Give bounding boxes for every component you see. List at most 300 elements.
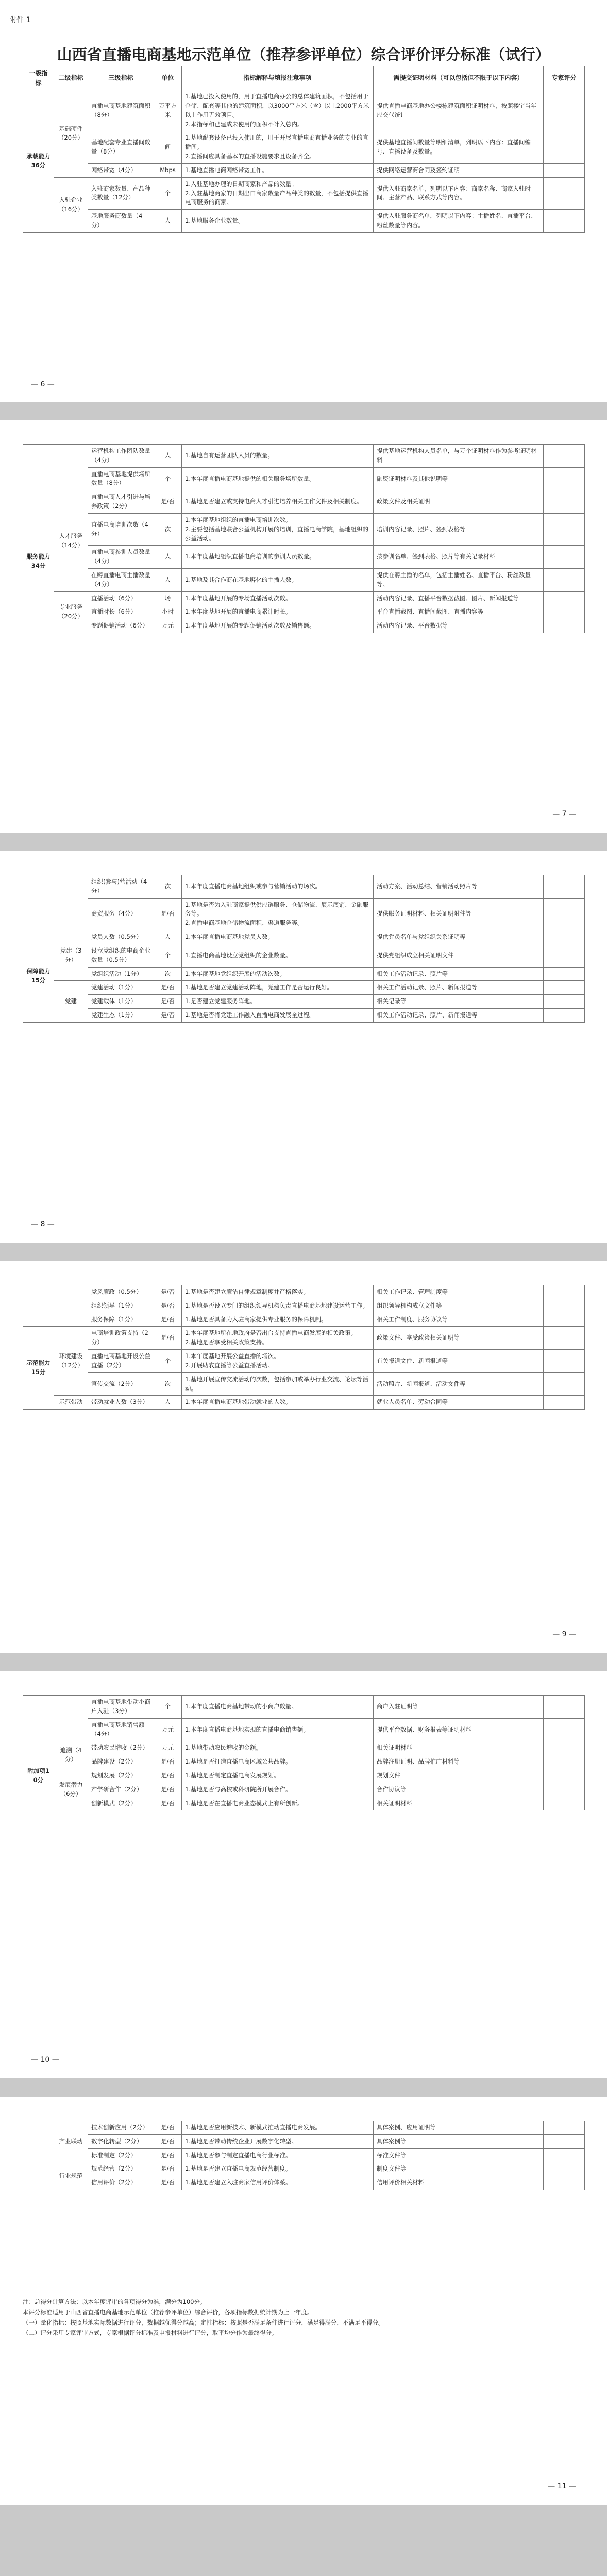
table-row — [23, 981, 585, 995]
note-line: 本评分标准适用于山西省直播电商基地示范单位（推荐参评单位）综合评价，各项指标数据统计期为上一年度。 — [23, 2309, 313, 2316]
score-cell[interactable] — [544, 605, 585, 619]
page-number: — 11 — — [548, 2482, 576, 2490]
score-cell[interactable] — [544, 930, 585, 944]
level2-cell — [54, 1696, 88, 1741]
table-row — [23, 1696, 585, 1719]
evidence-cell: 按参训名单、签到表格、照片等有关记录材料 — [374, 546, 544, 569]
evidence-cell: 提供基地运营机构人员名单，与万个证明材料作为参考证明材料 — [374, 445, 544, 468]
evidence-cell: 相关工作活动记录、照片、新闻报道等 — [374, 981, 544, 995]
evidence-cell: 提供入驻商家名单，列明以下内容：商家名称、商家入驻时间、主营产品、联系方式等内容。 — [374, 177, 544, 209]
score-cell[interactable] — [544, 1755, 585, 1769]
evidence-cell: 政策文件及相关证明 — [374, 490, 544, 514]
header-cell: 一级指标 — [23, 66, 54, 90]
table-row — [23, 1299, 585, 1313]
explanation-cell: 1.基地是否打造直播电商区域公共品牌。 — [182, 1755, 374, 1769]
evidence-cell: 提供平台数据、财务报表等证明材料 — [374, 1718, 544, 1741]
level3-cell: 党建载体（1分） — [88, 995, 154, 1009]
unit-cell: 人 — [154, 930, 182, 944]
table-row — [23, 1797, 585, 1810]
table-row — [23, 967, 585, 981]
level1-cell: 服务能力34分 — [23, 490, 54, 633]
score-cell[interactable] — [544, 995, 585, 1009]
evaluation-table — [23, 444, 585, 633]
level3-cell: 信用评价（2分） — [88, 2176, 154, 2190]
score-cell[interactable] — [544, 2176, 585, 2190]
explanation-cell: 1.基地是否为入驻商家提供供应链服务、仓储物流、展示展销、金融服务等。 2.直播电商基地仓储物流面积、渠道服务等。 — [182, 898, 374, 930]
unit-cell: 是/否 — [154, 2162, 182, 2176]
level3-cell: 创新模式（2分） — [88, 1797, 154, 1810]
explanation-cell: 1.本年度基地党组织开展的活动次数。 — [182, 967, 374, 981]
level3-cell: 数字化转型（2分） — [88, 2134, 154, 2148]
score-cell[interactable] — [544, 90, 585, 131]
unit-cell: 次 — [154, 967, 182, 981]
evidence-cell: 提供党组织成立相关证明文件 — [374, 944, 544, 967]
explanation-cell: 1.本年度基地组织直播电商培训的参训人员数量。 — [182, 546, 374, 569]
score-cell[interactable] — [544, 875, 585, 899]
header-cell: 二级指标 — [54, 66, 88, 90]
score-cell[interactable] — [544, 967, 585, 981]
evaluation-table — [23, 1695, 585, 1810]
unit-cell: 是/否 — [154, 981, 182, 995]
unit-cell: 万元 — [154, 1741, 182, 1755]
evidence-cell: 制度文件等 — [374, 2162, 544, 2176]
level3-cell: 品牌建设（2分） — [88, 1755, 154, 1769]
table-row — [23, 210, 585, 233]
level2-cell — [54, 445, 88, 490]
page-6 — [0, 2097, 607, 2505]
evidence-cell: 相关记录等 — [374, 995, 544, 1009]
evidence-cell: 提供党员名单与党组织关系证明等 — [374, 930, 544, 944]
evidence-cell: 就业人员名单、劳动合同等 — [374, 1396, 544, 1410]
unit-cell: 次 — [154, 513, 182, 545]
level3-cell: 党建生态（1分） — [88, 1008, 154, 1022]
explanation-cell: 1.基地是否建立直播电商规范经营制度。 — [182, 2162, 374, 2176]
evidence-cell: 商户入驻证明等 — [374, 1696, 544, 1719]
table-row — [23, 2121, 585, 2135]
evidence-cell: 相关证明材料 — [374, 1797, 544, 1810]
level2-cell — [54, 875, 88, 930]
unit-cell: 人 — [154, 445, 182, 468]
score-cell[interactable] — [544, 2148, 585, 2162]
score-cell[interactable] — [544, 445, 585, 468]
evidence-cell: 平台直播截图、直播间截图、直播内容等 — [374, 605, 544, 619]
level3-cell: 直播电商人才引进与培养政策（2分） — [88, 490, 154, 514]
evidence-cell: 规划文件 — [374, 1769, 544, 1783]
score-cell[interactable] — [544, 898, 585, 930]
level3-cell: 规划发展（2分） — [88, 1769, 154, 1783]
explanation-cell: 1.本年度直播电商基地组织或参与营销活动的场次。 — [182, 875, 374, 899]
level1-cell: 承载能力36分 — [23, 90, 54, 233]
explanation-cell: 1.基地自有运营团队人员的数量。 — [182, 445, 374, 468]
score-cell[interactable] — [544, 1327, 585, 1350]
header-cell: 指标解释与填报注意事项 — [182, 66, 374, 90]
note-line: 注：总得分计算方法：以本年度评审的各项得分为准，满分为100分。 — [23, 2298, 206, 2306]
score-cell[interactable] — [544, 2134, 585, 2148]
explanation-cell: 1.本年度基地开展公益直播的场次。 2.开展助农直播等公益直播活动。 — [182, 1350, 374, 1373]
score-cell[interactable] — [544, 1285, 585, 1299]
explanation-cell: 1.本年度直播电商基地带动就业的人数。 — [182, 1396, 374, 1410]
score-cell[interactable] — [544, 210, 585, 233]
page-5 — [0, 1671, 607, 2078]
score-cell[interactable] — [544, 1313, 585, 1327]
unit-cell: 个 — [154, 467, 182, 490]
unit-cell: 人 — [154, 210, 182, 233]
table-row — [23, 490, 585, 514]
unit-cell: 万元 — [154, 619, 182, 633]
page-gap — [0, 2078, 607, 2097]
evidence-cell: 合作协议等 — [374, 1783, 544, 1797]
unit-cell: 人 — [154, 568, 182, 591]
score-cell[interactable] — [544, 1718, 585, 1741]
explanation-cell: 1.基地是否将党建工作融入直播电商发展全过程。 — [182, 1008, 374, 1022]
score-cell[interactable] — [544, 1350, 585, 1373]
explanation-cell: 1.本年度直播电商基地党员人数。 — [182, 930, 374, 944]
evidence-cell: 标准文件等 — [374, 2148, 544, 2162]
level1-cell: 示范能力15分 — [23, 1327, 54, 1410]
page-gap — [0, 1653, 607, 1671]
level2-cell: 行业规范 — [54, 2162, 88, 2190]
evidence-cell: 政策文件、享受政策相关证明等 — [374, 1327, 544, 1350]
level2-cell: 示范带动 — [54, 1396, 88, 1410]
table-row — [23, 546, 585, 569]
score-cell[interactable] — [544, 1299, 585, 1313]
evidence-cell: 相关证明材料 — [374, 1741, 544, 1755]
evaluation-table — [23, 2121, 585, 2190]
level2-cell: 入驻企业（16分） — [54, 177, 88, 232]
table-row — [23, 1755, 585, 1769]
unit-cell: 是/否 — [154, 1327, 182, 1350]
unit-cell: 是/否 — [154, 1313, 182, 1327]
explanation-cell: 1.基地是否参与制定直播电商行业标准。 — [182, 2148, 374, 2162]
explanation-cell: 1.基地是否设立专门的组织领导机构负责直播电商基地建设运营工作。 — [182, 1299, 374, 1313]
level2-cell: 基础硬件（20分） — [54, 90, 88, 178]
evidence-cell: 提供基地直播间数量等明细清单，列明以下内容：直播间编号、直播设备及数量。 — [374, 131, 544, 163]
score-cell[interactable] — [544, 1797, 585, 1810]
level3-cell: 直播电商基地销售额（4分） — [88, 1718, 154, 1741]
level2-cell: 追溯（4分） — [54, 1741, 88, 1769]
header-cell: 专家评分 — [544, 66, 585, 90]
level1-cell: 附加项10分 — [23, 1741, 54, 1810]
unit-cell: 是/否 — [154, 2148, 182, 2162]
level3-cell: 党组织活动（1分） — [88, 967, 154, 981]
level3-cell: 党建活动（1分） — [88, 981, 154, 995]
evidence-cell: 活动内容记录、直播平台数据截图、图片、新闻报道等 — [374, 591, 544, 605]
table-row — [23, 2148, 585, 2162]
unit-cell: 是/否 — [154, 995, 182, 1009]
explanation-cell: 1.本年度直播电商基地实现的直播电商销售额。 — [182, 1718, 374, 1741]
page-number: — 6 — — [31, 380, 55, 388]
explanation-cell: 1.基地配套设备已投入使用的，用于开展直播电商直播业务的专业的直播间。 2.直播间应具备基本的直播设施要求且设备齐全。 — [182, 131, 374, 163]
explanation-cell: 1.基地是否建立廉洁自律规章制度并严格落实。 — [182, 1285, 374, 1299]
level3-cell: 直播活动（6分） — [88, 591, 154, 605]
score-cell[interactable] — [544, 2121, 585, 2135]
level2-cell: 党建 — [54, 981, 88, 1022]
unit-cell: 是/否 — [154, 1797, 182, 1810]
level3-cell: 规范经营（2分） — [88, 2162, 154, 2176]
level2-cell — [54, 1285, 88, 1327]
table-row — [23, 513, 585, 545]
table-row — [23, 90, 585, 131]
table-row — [23, 131, 585, 163]
level3-cell: 直播电商参训人员数量（4分） — [88, 546, 154, 569]
page-2 — [0, 420, 607, 833]
score-cell[interactable] — [544, 981, 585, 995]
evidence-cell: 相关工作制度、服务协议等 — [374, 1313, 544, 1327]
page-number: — 8 — — [31, 1220, 55, 1228]
explanation-cell: 1.入驻基地办理的日期商家和产品的数量。 2.入驻基地商家的日期出口商家数量产品种类的数量，不包括提供直播电商服务的商家。 — [182, 177, 374, 209]
explanation-cell: 1.基地是否建立党建活动阵地，党建工作是否运行良好。 — [182, 981, 374, 995]
level3-cell: 服务保障（1分） — [88, 1313, 154, 1327]
score-cell[interactable] — [544, 546, 585, 569]
page-4 — [0, 1261, 607, 1653]
table-row — [23, 619, 585, 633]
score-cell[interactable] — [544, 1372, 585, 1396]
unit-cell: 是/否 — [154, 2176, 182, 2190]
level2-cell: 党建（3分） — [54, 930, 88, 981]
unit-cell: 是/否 — [154, 1285, 182, 1299]
evidence-cell: 具体案例等 — [374, 2134, 544, 2148]
explanation-cell: 1.基地是否与高校或科研院所开展合作。 — [182, 1783, 374, 1797]
level3-cell: 直播电商基地提供场所数量（8分） — [88, 467, 154, 490]
evidence-cell: 相关工作活动记录、照片、新闻报道等 — [374, 1008, 544, 1022]
score-cell[interactable] — [544, 2162, 585, 2176]
page-number: — 9 — — [552, 1630, 576, 1638]
evaluation-table — [23, 875, 585, 1023]
level1-cell: 保障能力15分 — [23, 930, 54, 1023]
explanation-cell: 1.基地带动农民增收的金额。 — [182, 1741, 374, 1755]
score-cell[interactable] — [544, 513, 585, 545]
explanation-cell: 1.基地开展宣传交流活动的次数，包括参加或举办行业交流、论坛等活动。 — [182, 1372, 374, 1396]
note-line: （一）量化指标：按照基地实际数据进行评分，数据越优得分越高；定性指标：按照是否满足条件进行评分，满足得满分，不满足不得分。 — [23, 2319, 384, 2327]
level3-cell: 基地服务商数量（4分） — [88, 210, 154, 233]
evidence-cell: 活动方案、活动总结、营销活动照片等 — [374, 875, 544, 899]
table-row — [23, 1396, 585, 1410]
evidence-cell: 融资证明材料及其他说明等 — [374, 467, 544, 490]
level3-cell: 专题促销活动（6分） — [88, 619, 154, 633]
table-row — [23, 1718, 585, 1741]
level1-cell — [23, 445, 54, 490]
score-cell[interactable] — [544, 1008, 585, 1022]
explanation-cell: 1.基地是否具备为入驻商家提供专业服务的保障机制。 — [182, 1313, 374, 1327]
explanation-cell: 1.基地服务企业数量。 — [182, 210, 374, 233]
unit-cell: 是/否 — [154, 490, 182, 514]
level3-cell: 宣传交流（2分） — [88, 1372, 154, 1396]
page-number: — 10 — — [31, 2056, 59, 2064]
table-row — [23, 591, 585, 605]
table-row — [23, 944, 585, 967]
table-row — [23, 1741, 585, 1755]
explanation-cell: 1.是否建立党建服务阵地。 — [182, 995, 374, 1009]
table-row — [23, 875, 585, 899]
level3-cell: 设立党组织的电商企业数量（0.5分） — [88, 944, 154, 967]
score-cell[interactable] — [544, 944, 585, 967]
table-row — [23, 995, 585, 1009]
evidence-cell: 提供直播电商基地办公楼栋建筑面积证明材料，按照楼宇当年应交代统计 — [374, 90, 544, 131]
evidence-cell: 信用评价相关材料 — [374, 2176, 544, 2190]
score-cell[interactable] — [544, 131, 585, 163]
unit-cell: 是/否 — [154, 1299, 182, 1313]
score-cell[interactable] — [544, 490, 585, 514]
evidence-cell: 活动内容记录、平台数据等 — [374, 619, 544, 633]
table-row — [23, 1372, 585, 1396]
level3-cell: 电商培训政策支持（2分） — [88, 1327, 154, 1350]
explanation-cell: 1.基地是否在直播电商业态模式上有所创新。 — [182, 1797, 374, 1810]
score-cell[interactable] — [544, 467, 585, 490]
table-row — [23, 2134, 585, 2148]
level3-cell: 直播电商基地建筑面积（8分） — [88, 90, 154, 131]
level3-cell: 产学研合作（2分） — [88, 1783, 154, 1797]
score-cell[interactable] — [544, 1696, 585, 1719]
unit-cell: 人 — [154, 1396, 182, 1410]
level1-cell — [23, 875, 54, 930]
evidence-cell: 提供入驻服务商名单，列明以下内容：主播姓名、直播平台、粉丝数量等内容。 — [374, 210, 544, 233]
score-cell[interactable] — [544, 1741, 585, 1755]
page-1 — [0, 0, 607, 402]
table-header-row — [23, 66, 585, 90]
explanation-cell: 1.本年度基地开展的专题促销活动次数及销售额。 — [182, 619, 374, 633]
document-title: 山西省直播电商基地示范单位（推荐参评单位）综合评价评分标准（试行） — [57, 46, 550, 63]
header-cell: 需提交证明材料（可以包括但不限于以下内容） — [374, 66, 544, 90]
table-row — [23, 1008, 585, 1022]
evidence-cell: 具体案例、应用证明等 — [374, 2121, 544, 2135]
unit-cell: 人 — [154, 546, 182, 569]
unit-cell: 次 — [154, 875, 182, 899]
table-row — [23, 1783, 585, 1797]
header-cell: 单位 — [154, 66, 182, 90]
unit-cell: 万元 — [154, 1718, 182, 1741]
unit-cell: 小时 — [154, 605, 182, 619]
level2-cell: 环境建设（12分） — [54, 1327, 88, 1396]
score-cell[interactable] — [544, 177, 585, 209]
level3-cell: 党员人数（0.5分） — [88, 930, 154, 944]
unit-cell: 个 — [154, 1696, 182, 1719]
level1-cell — [23, 2121, 54, 2190]
table-row — [23, 1313, 585, 1327]
evidence-cell: 有关报道文件、新闻报道等 — [374, 1350, 544, 1373]
level3-cell: 入驻商家数量、产品种类数量（12分） — [88, 177, 154, 209]
level3-cell: 网络带宽（4分） — [88, 163, 154, 177]
level2-cell: 产业联动 — [54, 2121, 88, 2162]
page-gap — [0, 402, 607, 420]
explanation-cell: 1.基地是否制定直播电商发展规划。 — [182, 1769, 374, 1783]
level3-cell: 基地配套专业直播间数量（8分） — [88, 131, 154, 163]
table-row — [23, 177, 585, 209]
evidence-cell: 提供服务证明材料、相关证明附件等 — [374, 898, 544, 930]
explanation-cell: 1.本年度基地开展的专场直播活动次数。 — [182, 591, 374, 605]
level2-cell: 专业服务（20分） — [54, 591, 88, 633]
unit-cell: 是/否 — [154, 2121, 182, 2135]
score-cell[interactable] — [544, 568, 585, 591]
unit-cell: 次 — [154, 1372, 182, 1396]
evidence-cell: 提供网络运营商合同及签约证明 — [374, 163, 544, 177]
evidence-cell: 相关工作记录、管理制度等 — [374, 1285, 544, 1299]
evidence-cell: 品牌注册证明、品牌推广材料等 — [374, 1755, 544, 1769]
table-row — [23, 930, 585, 944]
level3-cell: 组织(参与)营活动（4分） — [88, 875, 154, 899]
evidence-cell: 活动照片、新闻报道、活动文件等 — [374, 1372, 544, 1396]
score-cell[interactable] — [544, 1396, 585, 1410]
header-cell: 三级指标 — [88, 66, 154, 90]
unit-cell: 个 — [154, 1350, 182, 1373]
explanation-cell: 1.基地是否带动传统企业开展数字化转型。 — [182, 2134, 374, 2148]
score-cell[interactable] — [544, 1769, 585, 1783]
note-line: （二）评分采用专家评审方式，专家根据评分标准及申报材料进行评分，取平均分作为最终得分。 — [23, 2329, 278, 2337]
level3-cell: 直播电商基地开设公益直播（2分） — [88, 1350, 154, 1373]
score-cell[interactable] — [544, 1783, 585, 1797]
table-row — [23, 1350, 585, 1373]
page-gap — [0, 1243, 607, 1261]
explanation-cell: 1.本年度直播电商基地带动的小商户数量。 — [182, 1696, 374, 1719]
level3-cell: 直播电商培训次数（4分） — [88, 513, 154, 545]
level3-cell: 直播电商基地带动小商户入驻（3分） — [88, 1696, 154, 1719]
explanation-cell: 1.本年度基地组织的直播电商培训次数。 2.主要包括基地联合公益机构开展的培训，直播电商学院，基地组织的公益活动。 — [182, 513, 374, 545]
explanation-cell: 1.基地是否建立或支持电商人才引进培养相关工作文件及相关制度。 — [182, 490, 374, 514]
unit-cell: 是/否 — [154, 1769, 182, 1783]
table-row — [23, 2162, 585, 2176]
evidence-cell: 培训内容记录、照片、签到表格等 — [374, 513, 544, 545]
level3-cell: 带动农民增收（2分） — [88, 1741, 154, 1755]
annex-label: 附件 1 — [9, 16, 31, 24]
unit-cell: 是/否 — [154, 1755, 182, 1769]
table-row — [23, 1285, 585, 1299]
unit-cell: 是/否 — [154, 1008, 182, 1022]
explanation-cell: 1.基地及其合作商在基地孵化的主播人数。 — [182, 568, 374, 591]
unit-cell: 场 — [154, 591, 182, 605]
table-row — [23, 568, 585, 591]
level3-cell: 技术创新应用（2分） — [88, 2121, 154, 2135]
table-row — [23, 1769, 585, 1783]
table-row — [23, 2176, 585, 2190]
explanation-cell: 1.本年度直播电商基地提供的相关服务场所数量。 — [182, 467, 374, 490]
level3-cell: 党风廉政（0.5分） — [88, 1285, 154, 1299]
unit-cell: 是/否 — [154, 898, 182, 930]
level3-cell: 组织领导（1分） — [88, 1299, 154, 1313]
unit-cell: 是/否 — [154, 2134, 182, 2148]
table-row — [23, 467, 585, 490]
explanation-cell: 1.基地直播电商网络带宽工作。 — [182, 163, 374, 177]
page-3 — [0, 851, 607, 1243]
explanation-cell: 1.直播电商基地设立党组织的企业数量。 — [182, 944, 374, 967]
explanation-cell: 1.基地是否应用新技术、新模式推动直播电商发展。 — [182, 2121, 374, 2135]
level3-cell: 运营机构工作团队数量（4分） — [88, 445, 154, 468]
score-cell[interactable] — [544, 163, 585, 177]
explanation-cell: 1.基地已投入使用的，用于直播电商办公的总体建筑面积，不包括用于仓储、配套等其他的建筑面积，以3000平方米（含）以上2000平方米以上作用无效项目。 2.本指标和已建成未使用的面积不计入总内。 — [182, 90, 374, 131]
level3-cell: 商贸服务（4分） — [88, 898, 154, 930]
level3-cell: 带动就业人数（3分） — [88, 1396, 154, 1410]
score-cell[interactable] — [544, 591, 585, 605]
evaluation-table — [23, 1285, 585, 1410]
evidence-cell: 相关工作活动记录、照片等 — [374, 967, 544, 981]
level3-cell: 直播时长（6分） — [88, 605, 154, 619]
table-row — [23, 1327, 585, 1350]
evaluation-table — [23, 66, 585, 233]
level1-cell — [23, 1696, 54, 1741]
score-cell[interactable] — [544, 619, 585, 633]
page-gap — [0, 833, 607, 851]
table-row — [23, 163, 585, 177]
table-row — [23, 605, 585, 619]
unit-cell: 是/否 — [154, 1783, 182, 1797]
level3-cell: 标准制定（2分） — [88, 2148, 154, 2162]
explanation-cell: 1.本年度基地所在地政府是否出台支持直播电商发展的相关政策。 2.基地是否享受相关政策支持。 — [182, 1327, 374, 1350]
level1-cell — [23, 1285, 54, 1327]
unit-cell: Mbps — [154, 163, 182, 177]
level3-cell: 在孵直播电商主播数量（4分） — [88, 568, 154, 591]
level2-cell: 人才服务（14分） — [54, 490, 88, 591]
explanation-cell: 1.基地是否建立入驻商家信用评价体系。 — [182, 2176, 374, 2190]
evidence-cell: 提供在孵主播的名单，包括主播姓名、直播平台、粉丝数量等。 — [374, 568, 544, 591]
evidence-cell: 组织领导机构成立文件等 — [374, 1299, 544, 1313]
